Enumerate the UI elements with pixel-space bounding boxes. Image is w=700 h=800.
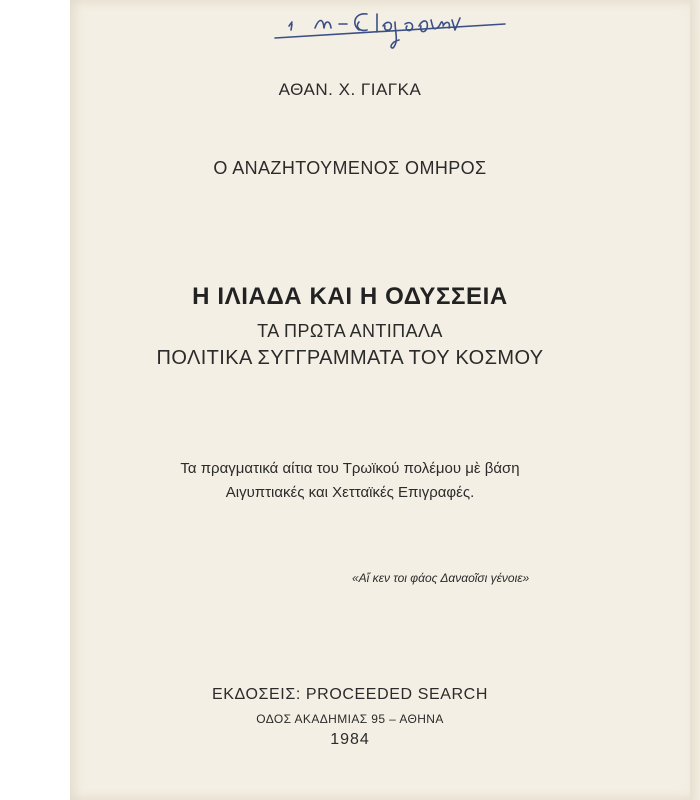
description-line-1: Τα πραγματικά αίτια του Τρωϊκού πολέμου μὲ βάση xyxy=(180,460,520,477)
author-name: ΑΘΑΝ. Χ. ΓΙΑΓΚΑ xyxy=(278,80,422,99)
publication-year: 1984 xyxy=(330,731,370,748)
publisher-address: ΟΔΟΣ ΑΚΑΔΗΜΙΑΣ 95 – ΑΘΗΝΑ xyxy=(256,712,444,726)
page-edge xyxy=(690,0,700,800)
publisher-name: ΕΚΔΟΣΕΙΣ: PROCEEDED SEARCH xyxy=(211,686,488,703)
description-line-2: Αιγυπτιακές και Χετταϊκές Επιγραφές. xyxy=(225,484,475,501)
epigraph: «Αἴ κεν τοι φάος Δαναοῖσι γένοιε» xyxy=(352,571,530,585)
subtitle-line-2: ΠΟΛΙΤΙΚΑ ΣΥΓΓΡΑΜΜΑΤΑ ΤΟΥ ΚΟΣΜΟΥ xyxy=(156,347,544,369)
book-title: Η ΙΛΙΑΔΑ ΚΑΙ Η ΟΔΥΣΣΕΙΑ xyxy=(192,283,508,310)
subtitle-line-1: ΤΑ ΠΡΩΤΑ ΑΝΤΙΠΑΛΑ xyxy=(257,321,443,341)
series-title: Ο ΑΝΑΖΗΤΟΥΜΕΝΟΣ ΟΜΗΡΟΣ xyxy=(213,158,487,178)
title-page xyxy=(70,0,700,800)
handwritten-signature xyxy=(255,0,515,55)
